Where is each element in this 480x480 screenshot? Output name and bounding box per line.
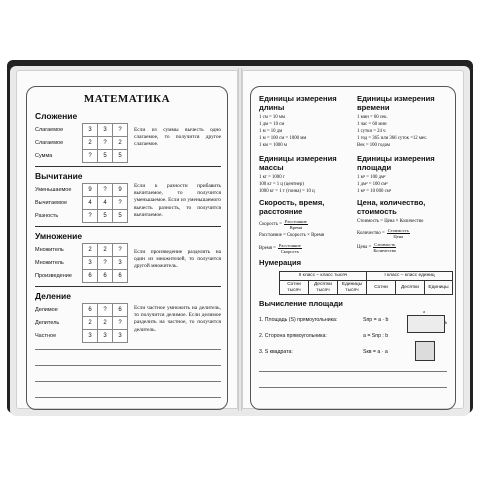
table-row: Разность ? 5 5 [35, 209, 128, 223]
rectangle-shape [407, 315, 448, 333]
heading-speed: Скорость, время, расстояние [259, 198, 325, 216]
writing-line [35, 365, 221, 366]
heading-area-units: Единицы измерения площади [357, 154, 435, 172]
area-formula: Sкв = а · а [363, 349, 388, 355]
section-heading-multiplication: Умножение [35, 231, 83, 241]
unit-line: 1 год = 365 или 366 суток =12 мес. [357, 136, 428, 141]
area-formula: a = Sпр : b [363, 333, 389, 339]
unit-line: 1 мин = 60 сек. [357, 115, 388, 120]
rule-note: Если частное умножить на делитель, то получится делимое. Если делимое разделить на частное, то получится делитель. [134, 305, 221, 333]
table-row: Множитель 2 2 ? [35, 243, 128, 257]
numeration-table [279, 271, 453, 295]
unit-line: 1 м² = 100 дм² [357, 175, 386, 180]
unit-line: 1 см = 10 мм [259, 115, 285, 120]
unit-line: 100 кг = 1 ц (центнер) [259, 182, 304, 187]
area-item: 1. Площадь (S) прямоугольника: [259, 317, 338, 323]
unit-line: 1 дм² = 100 см² [357, 182, 388, 187]
table-row: Делимое 6 ? 6 [35, 303, 128, 317]
place-cell: Десятки тысяч [309, 281, 338, 294]
table-row: Уменьшаемое 9 ? 9 [35, 183, 128, 197]
place-cell: Единицы тысяч [338, 281, 367, 294]
writing-line [259, 371, 447, 372]
heading-price: Цена, количество, стоимость [357, 198, 426, 216]
place-cell: Десятки [396, 281, 425, 294]
unit-line: 1000 кг = 1 т (тонна) = 10 ц [259, 189, 315, 194]
area-item: 3. S квадрата: [259, 349, 293, 355]
class-thousands: II класс – класс тысяч [280, 272, 367, 281]
unit-line: 1 дм = 10 см [259, 122, 285, 127]
place-cell: Единицы [428, 284, 449, 290]
book-spine [238, 68, 242, 411]
table-row: Сумма ? 5 5 [35, 149, 128, 163]
writing-line [259, 387, 447, 388]
formula-cost: Стоимость = Цена × Количество [357, 219, 424, 224]
formula-price: Цена = $\frac{\text{Стоимость}}{\text{Количество}}$ [357, 242, 397, 254]
divider [35, 166, 221, 167]
place-cell: Сотни тысяч [280, 281, 309, 294]
unit-line: 1 сутки = 24 ч [357, 129, 386, 134]
unit-line: Век = 100 годам [357, 143, 390, 148]
table-row: Частное 3 3 3 [35, 329, 128, 343]
place-cell: Сотни [367, 281, 396, 294]
section-heading-division: Деление [35, 291, 71, 301]
section-heading-addition: Сложение [35, 111, 78, 121]
heading-numeration: Нумерация [259, 258, 302, 267]
table-row: Слагаемое 2 ? 2 [35, 136, 128, 150]
writing-line [35, 349, 221, 350]
area-item: 2. Сторона прямоугольника: [259, 333, 327, 339]
math-card-left [26, 86, 228, 410]
class-units: I класс – класс единиц [367, 272, 452, 281]
unit-line: 1 кг = 1000 г [259, 175, 285, 180]
math-card-right [250, 86, 456, 410]
unit-line: 1 м = 10 дм [259, 129, 283, 134]
rule-note: Если из суммы вычесть одно слагаемое, то получится другое слагаемое. [134, 127, 221, 148]
rule-note: Если произведение разделить на один из множителей, то получится другой множитель. [134, 249, 221, 270]
rule-note: Если к разности прибавить вычитаемое, то получится уменьшаемое. Если из уменьшаемого вычесть разность, то получится вычитаемое. [134, 183, 221, 218]
unit-line: 1 м² = 10 000 см² [357, 189, 392, 194]
formula-time: Время = $\frac{\text{Расстояние}}{\text{Скорость}}$ [259, 243, 301, 255]
table-row: Вычитаемое 4 4 ? [35, 196, 128, 210]
writing-line [35, 381, 221, 382]
table-row: Произведение 6 6 6 [35, 269, 128, 283]
formula-distance: Расстояние = Скорость × Время [259, 233, 325, 238]
heading-area-calc: Вычисление площади [259, 299, 343, 308]
unit-line: 1 км = 1000 м [259, 143, 287, 148]
square-shape [415, 341, 435, 361]
table-row: Делитель 2 2 ? [35, 316, 128, 330]
unit-line: 1 час = 60 мин [357, 122, 387, 127]
unit-line: 1 м = 100 см = 1000 мм [259, 136, 307, 141]
side-a-label: a [423, 309, 425, 314]
formula-speed: Скорость = $\frac{\text{Расстояние}}{\text{Время}}$ [259, 219, 307, 231]
divider [35, 286, 221, 287]
page-title: МАТЕМАТИКА [83, 93, 171, 105]
heading-length-units: Единицы измерения длины [259, 94, 337, 112]
heading-time-units: Единицы измерения времени [357, 94, 435, 112]
section-heading-subtraction: Вычитание [35, 171, 83, 181]
table-row: Слагаемое 3 3 ? [35, 123, 128, 137]
table-row: Множитель 3 ? 3 [35, 256, 128, 270]
area-formula: Sпр = а · b [363, 317, 389, 323]
heading-mass-units: Единицы измерения массы [259, 154, 337, 172]
writing-line [35, 397, 221, 398]
divider [35, 226, 221, 227]
formula-quantity: Количество = $\frac{\text{Стоимость}}{\text{Цена}}$ [357, 228, 409, 240]
side-b-label: b [445, 320, 448, 325]
